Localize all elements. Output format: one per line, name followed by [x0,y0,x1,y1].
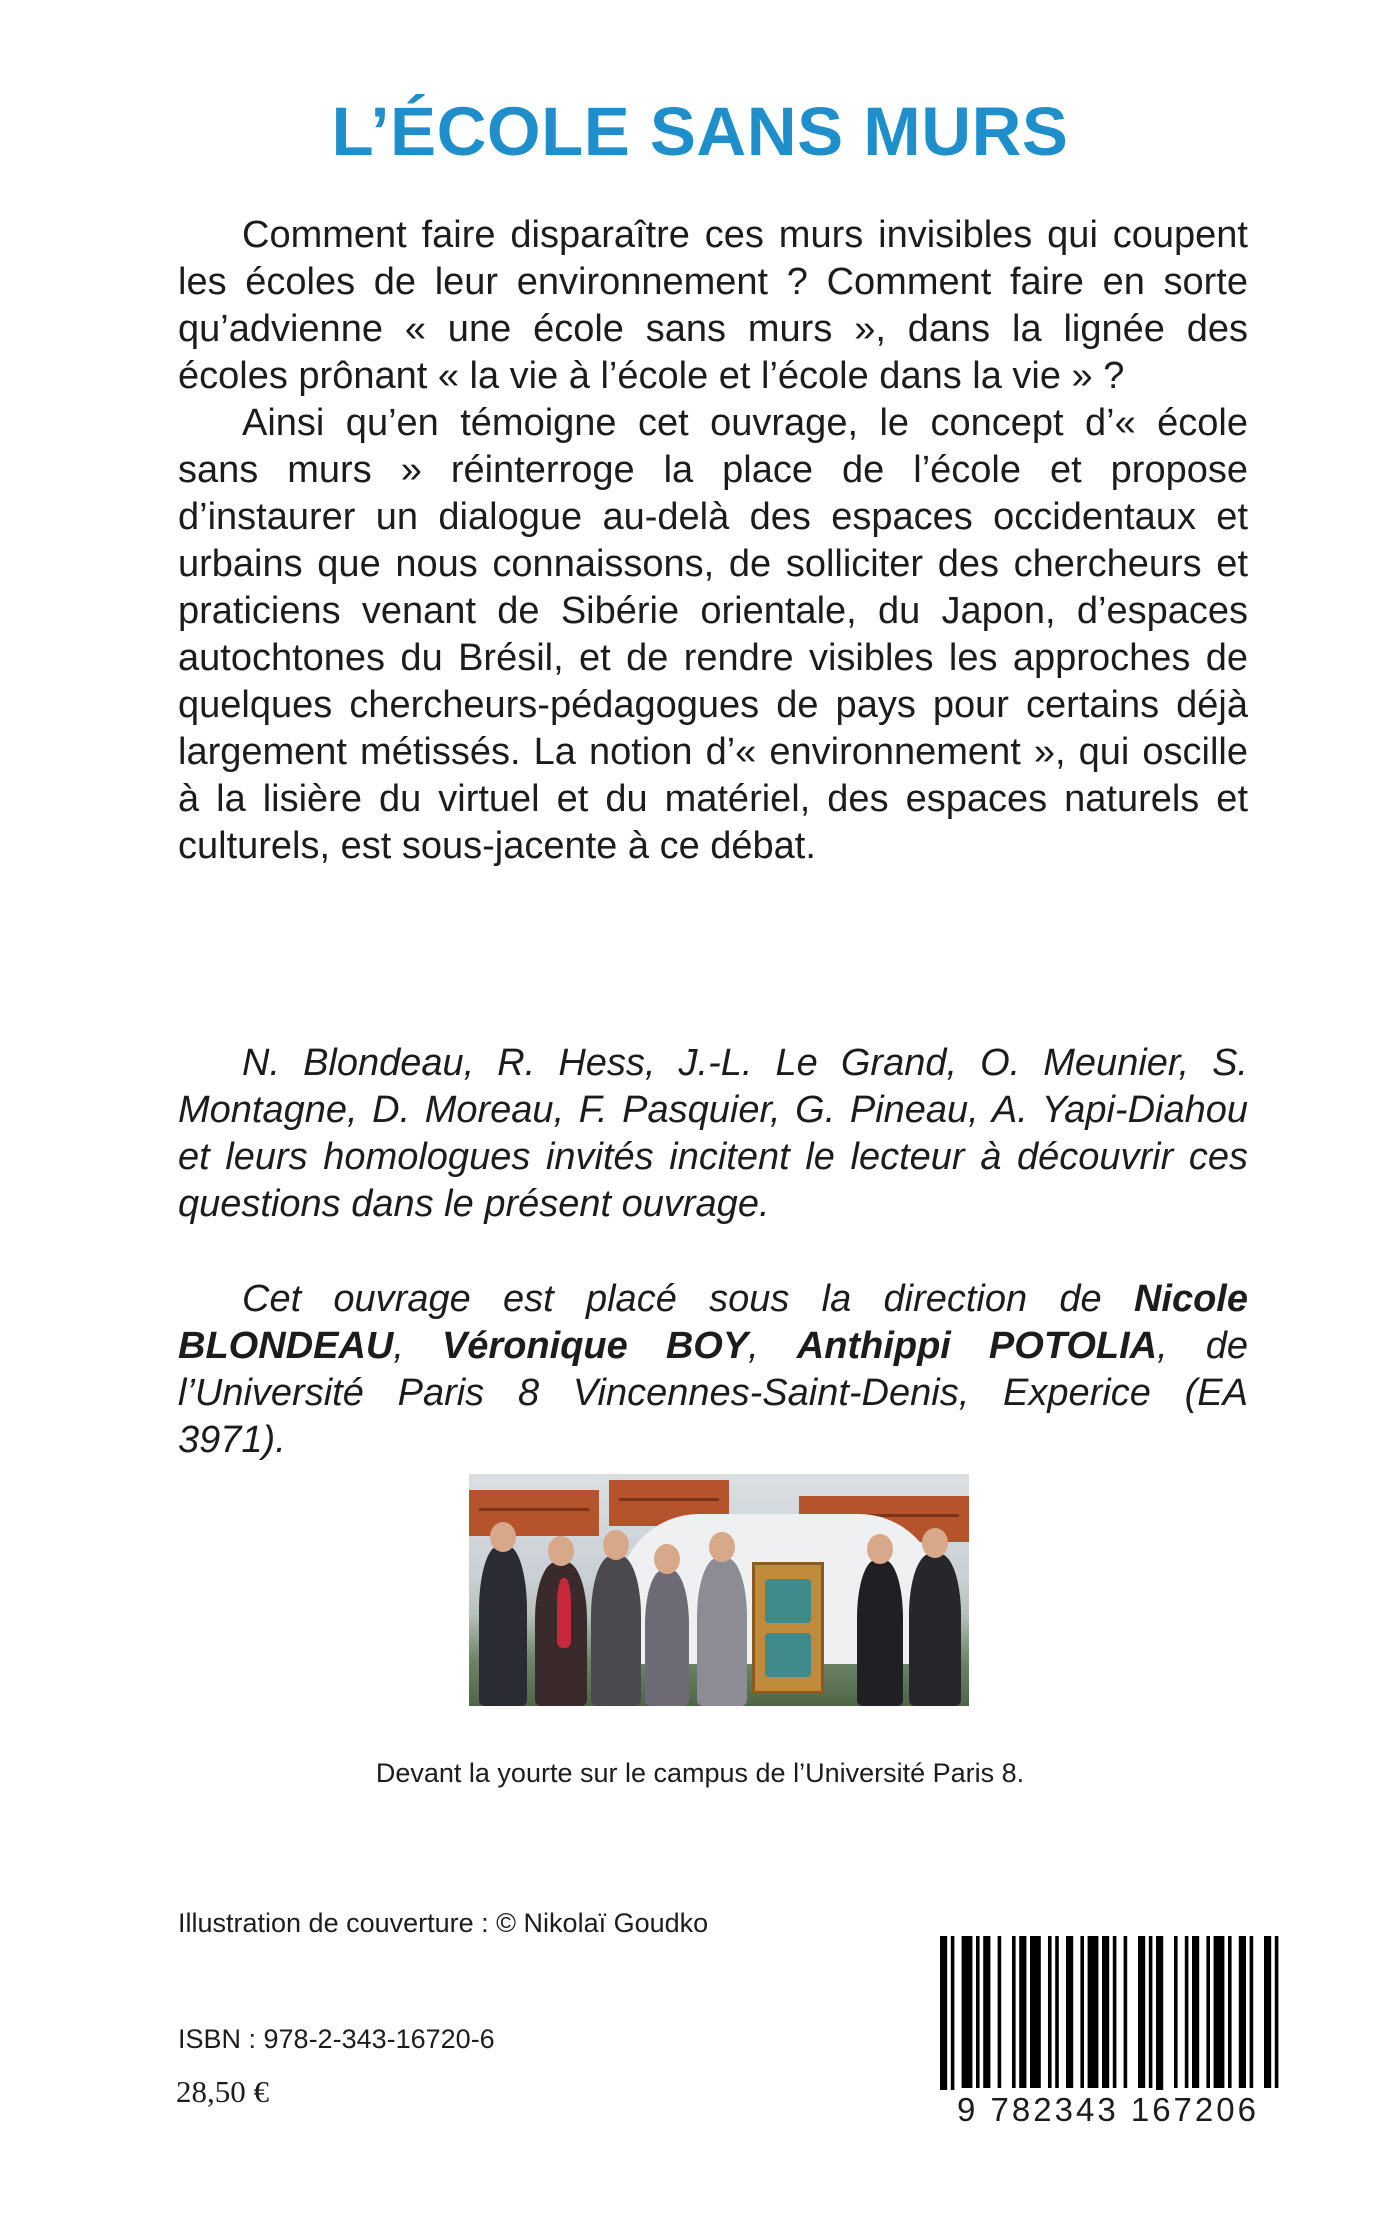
photo-person-head [490,1522,516,1552]
photo-person [591,1556,641,1706]
photo-person-head [548,1536,574,1566]
barcode-bar [983,1936,990,2088]
editor-name-3: Anthippi POTOLIA [796,1325,1158,1367]
barcode-bar [940,1936,947,2096]
barcode-bar [1066,1936,1073,2088]
barcode-bar [1174,1936,1178,2088]
editors-paragraph [178,1276,1248,1464]
photo-person-scarf [557,1578,571,1648]
editors-separator-1: , [393,1325,442,1367]
photo-person [479,1546,527,1706]
photo-person-head [867,1534,893,1564]
barcode-bar [1048,1936,1052,2088]
photo-person-head [603,1530,629,1560]
barcode-bar [1156,1936,1163,2096]
editor-name-1: Nicole BLONDEAU [178,1278,1248,1367]
barcode-bar [1239,1936,1246,2088]
barcode-bar [1012,1936,1016,2088]
barcode-bar [1138,1936,1145,2088]
photo-person [645,1570,689,1706]
barcode-bar [1055,1936,1059,2088]
barcode-bar [1124,1936,1128,2088]
barcode-bar [1275,1936,1279,2088]
photo-person-head [654,1544,680,1574]
barcode-bar [1113,1936,1117,2088]
contributors-paragraph: N. Blondeau, R. Hess, J.-L. Le Grand, O. Meunier, S. Montagne, D. Moreau, F. Pasquier, G. Pineau, A. Yapi-Diahou et leurs homologues invités incitent le lecteur à découvrir ces questions dans le présent ouvrage. [178,1042,1248,1225]
barcode-bar [1080,1936,1084,2088]
price: 28,50 € [176,2074,269,2109]
barcode-bar [1019,1936,1026,2088]
barcode-bar [1206,1936,1210,2088]
barcode-bar [951,1936,955,2096]
barcode-bar [1192,1936,1199,2088]
editors-intro: Cet ouvrage est placé sous la direction de [242,1278,1134,1320]
barcode-bar [976,1936,980,2088]
barcode-bar [1264,1936,1271,2088]
barcode-bar [1088,1936,1099,2088]
barcode-bar [1250,1936,1254,2088]
photo-yurt-door [752,1562,824,1694]
editors-outro: , de l’Université Paris 8 Vincennes-Saint-Denis, Experice (EA 3971). [178,1325,1248,1461]
summary-paragraph-1: Comment faire disparaître ces murs invisibles qui coupent les écoles de leur environnement ? Comment faire en sorte qu’advienne « une école sans murs », dans la lignée des écoles prônant « la vie à l’école et l’école dans la vie » ? [178,214,1248,397]
barcode-bar [1214,1936,1225,2088]
photo-caption: Devant la yourte sur le campus de l’Université Paris 8. [375,1758,1025,1788]
photo-person [857,1560,903,1706]
barcode-bar [962,1936,973,2088]
illustration-credit: Illustration de couverture : © Nikolaï Goudko [178,1908,709,1938]
photo-person [909,1554,961,1706]
summary-paragraph-2: Ainsi qu’en témoigne cet ouvrage, le concept d’« école sans murs » réinterroge la place de l’école et propose d’instaurer un dialogue au-delà des espaces occidentaux et urbains que nous connaissons, de solliciter des chercheurs et praticiens venant de Sibérie orientale, du Japon, d’espaces autochtones du Brésil, et de rendre visibles les approches de quelques chercheurs-pédagogues de pays pour certains déjà largement métissés. La notion d’« environnement », qui oscille à la lisière du virtuel et du matériel, des espaces naturels et culturels, est sous-jacente à ce débat. [178,402,1248,867]
photo-person [697,1558,747,1706]
barcode-bar [1149,1936,1153,2088]
book-title: L’ÉCOLE SANS MURS [331,93,1069,170]
photo-person-head [709,1532,735,1562]
barcode-bar [998,1936,1002,2088]
editor-name-2: Véronique BOY [441,1325,749,1367]
editors-separator-2: , [748,1325,797,1367]
barcode-number: 9 782343 167206 [932,2090,1284,2130]
barcode-bar [1228,1936,1232,2088]
group-photo [469,1474,969,1706]
barcode-bar [1030,1936,1041,2088]
photo-person-head [922,1528,948,1558]
barcode-bar [1102,1936,1109,2088]
barcode [932,1936,1284,2136]
barcode-bars [932,1936,1284,2096]
isbn: ISBN : 978-2-343-16720-6 [178,2024,495,2054]
barcode-bar [1185,1936,1189,2088]
photo-building-left [469,1490,599,1536]
